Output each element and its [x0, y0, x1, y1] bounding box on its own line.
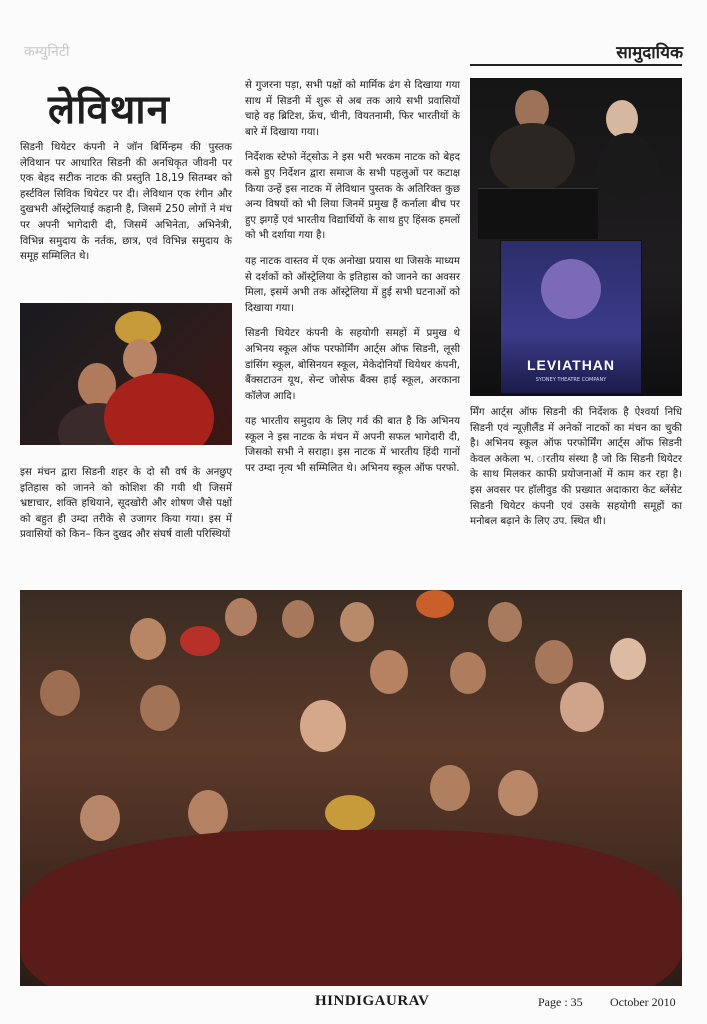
photo-event-stage — [470, 78, 682, 396]
paragraph: निर्देशक स्टेफो नेंट्सोऊ ने इस भरी भरकम नाटक को बेहद कसे हुए निर्देशन द्वारा समाज के सभी पहलुओं पर कटाक्ष किया उन्हें इस नाटक में लेविथान पुस्तक के अतिरिक्त कुछ अन्य विषयों को भी लिया जिनमें प्रमुख हैं कर्नाला बीच पर हुए झगड़ें एवं भारतीय विद्यार्थियों के साथ हुए हिंसक हमलों को भी दर्शाया गया है। — [245, 152, 460, 242]
person-figure — [80, 795, 120, 841]
poster-graphic — [541, 259, 601, 319]
poster-subtitle: SYDNEY THEATRE COMPANY — [535, 377, 607, 383]
person-figure — [370, 650, 408, 694]
poster-title: LEVIATHAN — [526, 357, 616, 373]
faded-header-text: कम्युनिटी — [24, 44, 70, 60]
clothing-group — [20, 830, 682, 986]
person-figure — [282, 600, 314, 638]
person-figure — [450, 652, 486, 694]
person-figure — [498, 770, 538, 816]
person-figure — [40, 670, 80, 716]
person-figure — [140, 685, 180, 731]
paragraph: सिडनी थियेटर कंपनी के सहयोगी समहों में प्रमुख थे अभिनय स्कूल ऑफ परफोर्मिंग आर्ट्स ऑफ सिडनी, लूसी डांसिंग स्कूल, बोसिनयन स्कूल, मेकेदोनियाँ थियेथर कंपनी, बैंक्सटाउन यूथ, सेन्ट जोसेफ बैंक्स हाई स्कूल, अरकाना कॉलेज आदि। — [245, 328, 460, 402]
person-figure — [188, 790, 228, 836]
column-2 — [245, 78, 460, 487]
photo-couple — [20, 303, 232, 445]
leviathan-poster — [500, 240, 642, 394]
magazine-brand: HINDIGAURAV — [315, 993, 430, 1009]
person-figure — [490, 123, 575, 193]
person-figure — [606, 100, 638, 138]
column-1-top — [20, 140, 232, 275]
turban-figure — [180, 626, 220, 656]
podium — [478, 188, 598, 239]
paragraph: यह नाटक वास्तव में एक अनोखा प्रयास था जिसके माध्यम से दर्शकों को ऑस्ट्रेलिया के इतिहास को जानने का अवसर मिला, इसमें अभी तक ऑस्ट्रेलिया में हुई सभी घटनाओं को दिखाया गया। — [245, 255, 460, 314]
paragraph: से गुजरना पड़ा, सभी पक्षों को मार्मिक ढंग से दिखाया गया साथ में सिडनी में शुरू से अब तक आये सभी प्रवासियों चाहे वह ब्रिटिश, फ्रेंच, चीनी, वियतनामी, फिर भारतीयों के बारे में दिखाया गया। — [245, 80, 460, 138]
person-figure — [300, 700, 346, 752]
photo-group — [20, 590, 682, 986]
person-figure — [488, 602, 522, 642]
issue-date: October 2010 — [610, 995, 676, 1009]
person-figure — [130, 618, 166, 660]
person-figure — [560, 682, 604, 732]
column-3 — [470, 405, 682, 540]
person-figure — [430, 765, 470, 811]
article-title: लेविथान — [48, 87, 170, 133]
person-figure — [104, 373, 214, 445]
page-number: Page : 35 — [538, 995, 583, 1009]
paragraph: यह भारतीय समुदाय के लिए गर्व की बात है कि अभिनय स्कूल ने इस नाटक के मंचन में अपनी सफल भागेदारी दी, जिसको सभी ने सराहा। इस नाटक में भारतीय हिंदी गानों पर उम्दा नृत्य भी सम्मिलित थे। अभिनय स्कूल ऑफ परफो. — [245, 416, 460, 475]
turban-figure — [325, 795, 375, 831]
person-figure — [225, 598, 257, 636]
person-figure — [610, 638, 646, 680]
paragraph: इस मंचन द्वारा सिडनी शहर के दो सौ वर्ष के अनछुए इतिहास को जानने को कोशिश की गयी थी जिसमें भ्रष्टाचार, शक्ति हथियाने, सूदखोरी और शोषण जैसे पक्षों को बहुत ही उम्दा तरीके से उजागर किया गया। इस में प्रवासियों को किन– किन दुखद और संघर्ष वाली परिस्थियों — [20, 467, 232, 541]
paragraph: र्मिंग आर्ट्स ऑफ सिडनी की निर्देशक है ऐश्वर्या निधि सिडनी एवं न्यूज़ीलैंड में अनेकों नाटकों का मंचन का चुकी है। अभिनय स्कूल ऑफ परफोर्मिंग आर्ट्स ऑफ सिडनी केवल अकेला भ. ारतीय संस्था है जो कि सिडनी थियेटर के साथ मिलकर काफी प्रयोजनाओं में काम कर रहा है। इस अवसर पर हॉलीवुड की प्रख्यात अदाकारा केट ब्लेंसेट सिडनी थियेटर कंपनी एवं उसके सहयोगी समूहों का मनोबल बढ़ाने के लिए उप. स्थित थी। — [470, 407, 682, 528]
person-figure — [598, 133, 658, 203]
turban-figure — [416, 590, 454, 618]
person-figure — [340, 602, 374, 642]
header-rule — [470, 64, 682, 66]
paragraph: सिडनी थियेटर कंपनी ने जॉन बिर्मिन्हम की पुस्तक लेविथान पर आधारित सिडनी की अनधिकृत जीवनी पर एक बेहद सटीक नाटक की प्रस्तुति 18,19 सितम्बर को हर्स्टविल सिविक थियेटर पर दी। लेविथान एक रंगीन और दुखभरी ऑस्ट्रेलियाई कहानी है, जिसमें 250 लोगों ने मंच पर अपनी भागेदारी दी, जिसमें अभिनेता, अभिनेत्री, विभिन्न समुदाय के नर्तक, छात्र, एवं विभिन्न समुदाय के समूह सम्मिलित थे। — [20, 142, 232, 263]
column-1-bottom — [20, 465, 232, 553]
person-figure — [535, 640, 573, 684]
section-label: सामुदायिक — [616, 43, 683, 63]
